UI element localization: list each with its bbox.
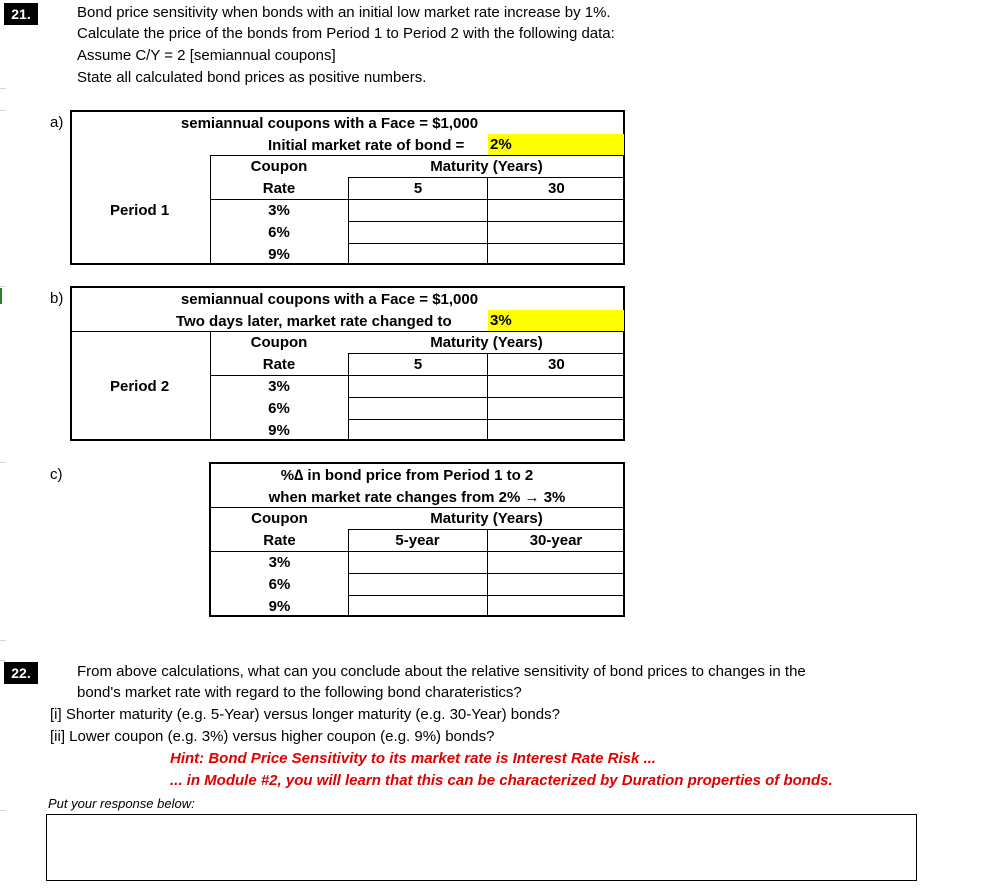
q21-line-4: State all calculated bond prices as positive numbers. — [77, 69, 427, 86]
question-21-number: 21. — [4, 3, 38, 25]
q22-line-1: From above calculations, what can you conclude about the relative sensitivity of bond prices to changes in the — [77, 663, 806, 680]
q21-line-1: Bond price sensitivity when bonds with an initial low market rate increase by 1%. — [77, 4, 611, 21]
maturity-30-year: 30-year — [529, 532, 583, 549]
rate-header: Rate — [262, 356, 296, 373]
input-c-9pct-5y[interactable] — [349, 596, 486, 617]
coupon-9: 9% — [268, 422, 290, 439]
response-label: Put your response below: — [48, 796, 195, 811]
period-2-label: Period 2 — [110, 378, 170, 395]
input-a-9pct-30y[interactable] — [488, 244, 625, 265]
maturity-30: 30 — [548, 180, 565, 197]
coupon-3: 3% — [268, 554, 291, 571]
table-b-rate-highlight: 3% — [488, 310, 624, 331]
input-b-3pct-30y[interactable] — [488, 376, 625, 397]
part-c-label: c) — [50, 466, 63, 483]
input-b-9pct-5y[interactable] — [349, 420, 486, 441]
question-22-number: 22. — [4, 662, 38, 684]
coupon-6: 6% — [268, 576, 291, 593]
coupon-6: 6% — [268, 224, 290, 241]
maturity-30: 30 — [548, 356, 565, 373]
q22-item-1: [i] Shorter maturity (e.g. 5-Year) versus longer maturity (e.g. 30-Year) bonds? — [50, 706, 560, 723]
coupon-header: Coupon — [250, 158, 308, 175]
q21-line-2: Calculate the price of the bonds from Period 1 to Period 2 with the following data: — [77, 25, 615, 42]
q22-line-2: bond's market rate with regard to the following bond charateristics? — [77, 684, 522, 701]
table-b-title-1: semiannual coupons with a Face = $1,000 — [180, 291, 479, 308]
input-a-3pct-5y[interactable] — [349, 200, 486, 221]
input-b-9pct-30y[interactable] — [488, 420, 625, 441]
input-c-6pct-30y[interactable] — [488, 574, 625, 595]
coupon-3: 3% — [268, 202, 290, 219]
row-marker — [0, 288, 2, 304]
hint-line-2: ... in Module #2, you will learn that this can be characterized by Duration properties of bonds. — [170, 772, 833, 789]
rate-header: Rate — [262, 180, 296, 197]
hint-line-1: Hint: Bond Price Sensitivity to its market rate is Interest Rate Risk ... — [170, 750, 656, 767]
period-1-label: Period 1 — [110, 202, 170, 219]
table-b — [70, 286, 625, 441]
input-a-3pct-30y[interactable] — [488, 200, 625, 221]
input-a-6pct-5y[interactable] — [349, 222, 486, 243]
input-c-3pct-30y[interactable] — [488, 552, 625, 573]
q21-line-3: Assume C/Y = 2 [semiannual coupons] — [77, 47, 336, 64]
maturity-header: Maturity (Years) — [430, 334, 543, 351]
maturity-5: 5 — [413, 356, 423, 373]
coupon-9: 9% — [268, 246, 290, 263]
table-a-title-1: semiannual coupons with a Face = $1,000 — [180, 115, 479, 132]
coupon-9: 9% — [268, 598, 291, 615]
maturity-5: 5 — [413, 180, 423, 197]
input-b-6pct-5y[interactable] — [349, 398, 486, 419]
coupon-header: Coupon — [250, 334, 308, 351]
table-a — [70, 110, 625, 265]
coupon-3: 3% — [268, 378, 290, 395]
table-c-title-2: when market rate changes from 2% → 3% — [268, 489, 566, 506]
table-b-title-2: Two days later, market rate changed to — [176, 313, 452, 330]
table-c — [209, 462, 625, 617]
input-c-9pct-30y[interactable] — [488, 596, 625, 617]
input-a-6pct-30y[interactable] — [488, 222, 625, 243]
table-c-title-1: %∆ in bond price from Period 1 to 2 — [280, 467, 534, 484]
input-c-6pct-5y[interactable] — [349, 574, 486, 595]
table-a-title-2: Initial market rate of bond = — [268, 137, 465, 154]
part-a-label: a) — [50, 114, 64, 131]
input-b-3pct-5y[interactable] — [349, 376, 486, 397]
input-b-6pct-30y[interactable] — [488, 398, 625, 419]
q22-item-2: [ii] Lower coupon (e.g. 3%) versus higher coupon (e.g. 9%) bonds? — [50, 728, 495, 745]
coupon-header: Coupon — [251, 510, 308, 527]
coupon-6: 6% — [268, 400, 290, 417]
rate-header: Rate — [263, 532, 296, 549]
input-c-3pct-5y[interactable] — [349, 552, 486, 573]
maturity-header: Maturity (Years) — [430, 510, 543, 527]
maturity-5-year: 5-year — [395, 532, 440, 549]
input-a-9pct-5y[interactable] — [349, 244, 486, 265]
table-a-rate-highlight: 2% — [488, 134, 624, 155]
maturity-header: Maturity (Years) — [430, 158, 543, 175]
part-b-label: b) — [50, 290, 64, 307]
response-box[interactable] — [46, 814, 917, 881]
